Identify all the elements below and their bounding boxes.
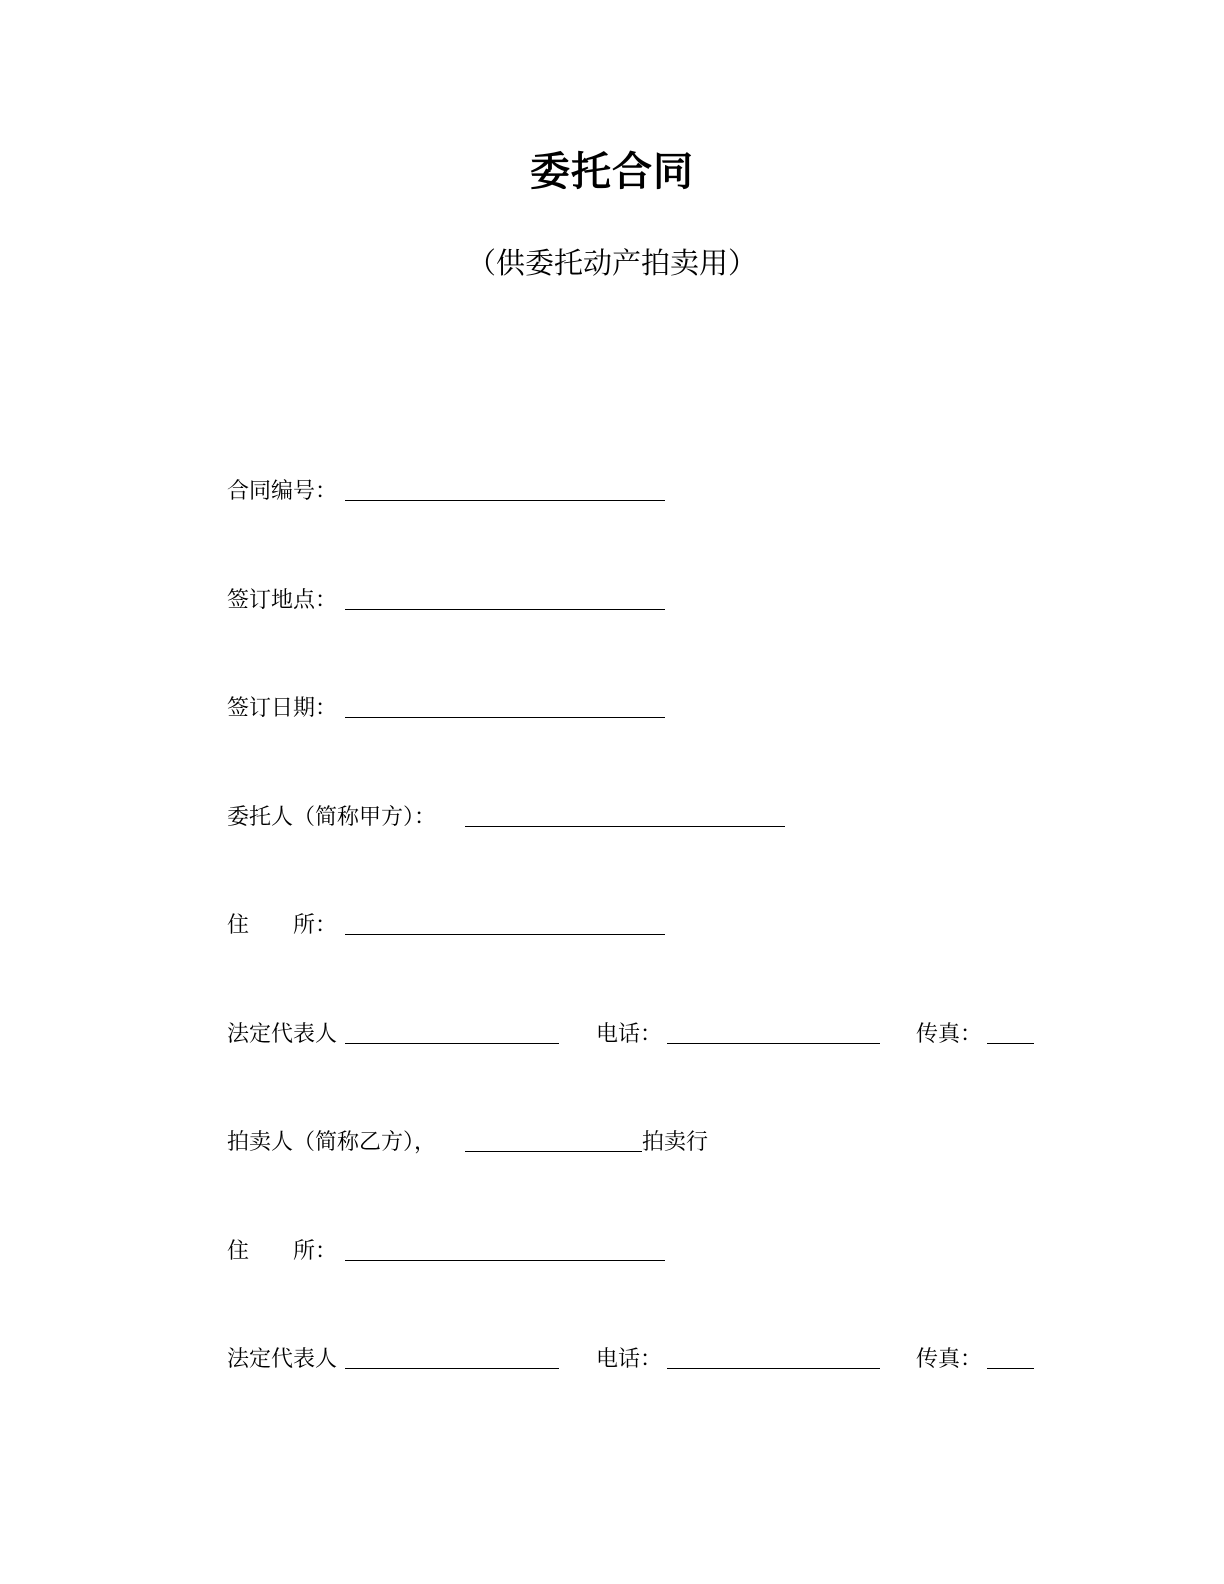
- principal-address-label: 住 所：: [227, 913, 338, 938]
- principal-address-field[interactable]: [345, 934, 665, 935]
- sign-place-label: 签订地点：: [227, 588, 338, 613]
- principal-rep-field[interactable]: [345, 1043, 559, 1044]
- auctioneer-address-field[interactable]: [345, 1260, 665, 1261]
- auctioneer-address-label: 住 所：: [227, 1239, 338, 1264]
- auctioneer-name-field[interactable]: [465, 1151, 642, 1152]
- principal-phone-field[interactable]: [667, 1043, 880, 1044]
- sign-date-label: 签订日期：: [227, 696, 338, 721]
- auctioneer-fax-field[interactable]: [987, 1368, 1034, 1369]
- auctioneer-phone-field[interactable]: [667, 1368, 880, 1369]
- contract-no-label: 合同编号：: [227, 479, 338, 504]
- auctioneer-fax-label: 传真：: [916, 1347, 983, 1372]
- auctioneer-phone-label: 电话：: [596, 1347, 663, 1372]
- auctioneer-suffix: 拍卖行: [642, 1130, 709, 1155]
- sign-place-field[interactable]: [345, 609, 665, 610]
- contract-no-field[interactable]: [345, 500, 665, 501]
- principal-phone-label: 电话：: [596, 1022, 663, 1047]
- sign-date-field[interactable]: [345, 717, 665, 718]
- auctioneer-rep-row: [227, 1344, 1047, 1376]
- principal-label: 委托人（简称甲方）：: [227, 805, 437, 830]
- auctioneer-rep-field[interactable]: [345, 1368, 559, 1369]
- principal-field[interactable]: [465, 826, 785, 827]
- principal-rep-label: 法定代表人: [227, 1022, 338, 1047]
- document-title: 委托合同: [530, 149, 694, 195]
- principal-fax-label: 传真：: [916, 1022, 983, 1047]
- document-subtitle: （供委托动产拍卖用）: [466, 246, 757, 280]
- auctioneer-label: 拍卖人（简称乙方），: [227, 1130, 437, 1155]
- principal-rep-row: [227, 1019, 1047, 1051]
- auctioneer-rep-label: 法定代表人: [227, 1347, 338, 1372]
- principal-fax-field[interactable]: [987, 1043, 1034, 1044]
